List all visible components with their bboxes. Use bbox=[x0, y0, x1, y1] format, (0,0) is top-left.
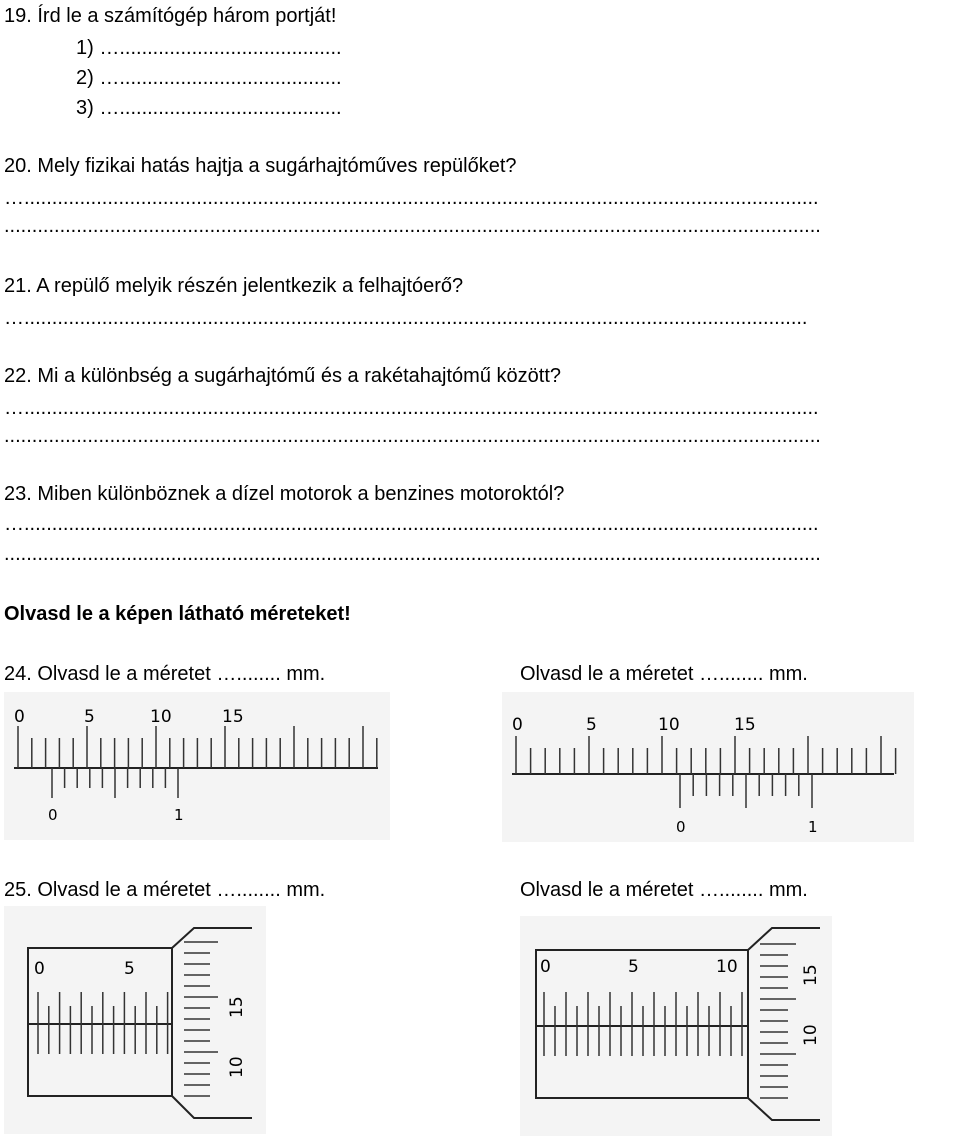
micro-label: 5 bbox=[124, 959, 135, 979]
main-label: 15 bbox=[734, 715, 756, 735]
caliper-24b-drawing bbox=[502, 692, 914, 842]
answer-line-23-1: …............................................................................................................................................... bbox=[4, 514, 819, 534]
answer-line-20-2: ................................................................................................................................................... bbox=[4, 216, 821, 236]
micro-label: 5 bbox=[628, 957, 639, 977]
main-label: 15 bbox=[222, 707, 244, 727]
micrometer-image-25b bbox=[520, 916, 832, 1136]
drum-label: 10 bbox=[227, 1056, 247, 1078]
question-22: 22. Mi a különbség a sugárhajtómű és a rakétahajtómű között? bbox=[4, 365, 561, 387]
main-label: 5 bbox=[84, 707, 95, 727]
caliper-24a-drawing bbox=[4, 692, 390, 840]
drum-label: 15 bbox=[801, 964, 821, 986]
micrometer-25b-drawing bbox=[520, 916, 832, 1136]
question-24-right: Olvasd le a méretet …........ mm. bbox=[520, 663, 808, 685]
main-label: 10 bbox=[658, 715, 680, 735]
answer-line-22-1: …............................................................................................................................................... bbox=[4, 398, 819, 418]
answer-line-20-1: …............................................................................................................................................... bbox=[4, 188, 819, 208]
question-21: 21. A repülő melyik részén jelentkezik a felhajtóerő? bbox=[4, 275, 464, 297]
question-19: 19. Írd le a számítógép három portját! bbox=[4, 5, 337, 27]
caliper-image-24b bbox=[502, 692, 914, 842]
micro-label: 0 bbox=[540, 957, 551, 977]
answer-19-1: 1) …........................................ bbox=[76, 37, 342, 59]
vernier-label: 0 bbox=[676, 818, 686, 836]
question-24-left: 24. Olvasd le a méretet …........ mm. bbox=[4, 663, 326, 685]
vernier-label: 1 bbox=[808, 818, 818, 836]
main-label: 10 bbox=[150, 707, 172, 727]
question-23: 23. Miben különböznek a dízel motorok a benzines motoroktól? bbox=[4, 483, 565, 505]
answer-line-23-2: ................................................................................................................................................... bbox=[4, 544, 821, 564]
answer-line-21-1: …............................................................................................................................................. bbox=[4, 308, 808, 328]
micro-label: 10 bbox=[716, 957, 738, 977]
micrometer-25a-drawing bbox=[4, 906, 266, 1134]
main-label: 0 bbox=[512, 715, 523, 735]
micrometer-image-25a bbox=[4, 906, 266, 1134]
drum-label: 15 bbox=[227, 996, 247, 1018]
micro-label: 0 bbox=[34, 959, 45, 979]
question-25-left: 25. Olvasd le a méretet …........ mm. bbox=[4, 879, 326, 901]
main-label: 0 bbox=[14, 707, 25, 727]
section-title: Olvasd le a képen látható méreteket! bbox=[4, 603, 351, 625]
vernier-label: 1 bbox=[174, 806, 184, 824]
vernier-label: 0 bbox=[48, 806, 58, 824]
answer-line-22-2: ................................................................................................................................................... bbox=[4, 426, 821, 446]
answer-19-3: 3) …........................................ bbox=[76, 97, 342, 119]
answer-19-2: 2) …........................................ bbox=[76, 67, 342, 89]
question-25-right: Olvasd le a méretet …........ mm. bbox=[520, 879, 808, 901]
main-label: 5 bbox=[586, 715, 597, 735]
caliper-image-24a bbox=[4, 692, 390, 840]
question-20: 20. Mely fizikai hatás hajtja a sugárhajtóműves repülőket? bbox=[4, 155, 517, 177]
drum-label: 10 bbox=[801, 1024, 821, 1046]
